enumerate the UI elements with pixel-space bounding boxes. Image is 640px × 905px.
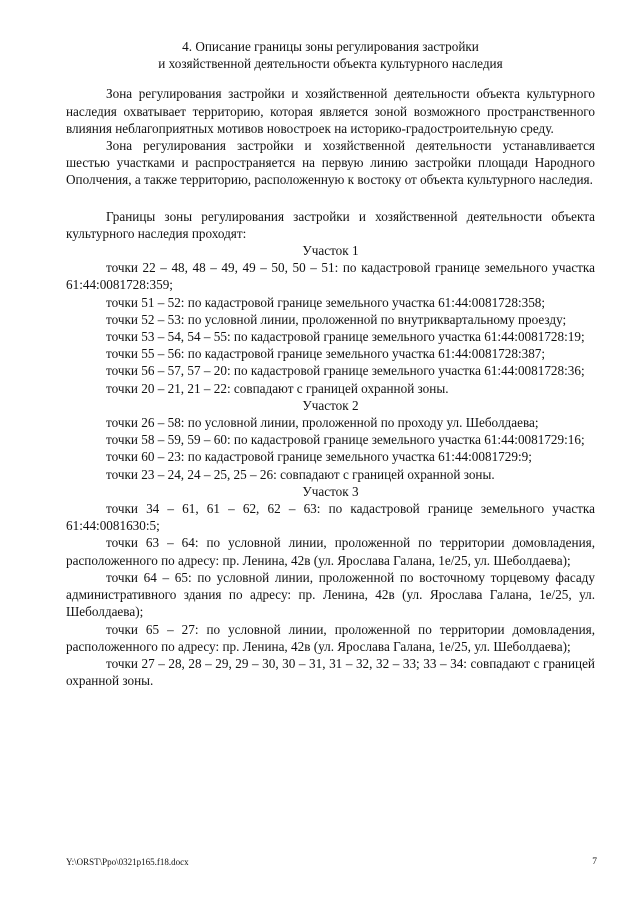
list-item: точки 20 – 21, 21 – 22: совпадают с границей охранной зоны. [106,380,449,396]
list-item: точки 26 – 58: по условной линии, проложенной по проходу ул. Шеболдаева; [106,415,539,431]
section-heading-line-2: и хозяйственной деятельности объекта культурного наследия [158,56,503,72]
list-item: точки 55 – 56: по кадастровой границе земельного участка 61:44:0081728:387; [106,346,546,362]
list-item: точки 22 – 48, 48 – 49, 49 – 50, 50 – 51: по кадастровой границе земельного участка 61:44:0081728:359; [66,260,595,293]
document-body [66,38,595,689]
footer-file-path: Y:\ORST\Ppo\0321p165.f18.docx [66,857,189,867]
list-item: точки 64 – 65: по условной линии, проложенной по восточному торцевому фасаду административного здания по адресу: пр. Ленина, 42в (ул. Ярослава Галана, 1е/25, ул. Шеболдаева); [66,569,595,620]
list-item: точки 65 – 27: по условной линии, проложенной по территории домовладения, расположенного по адресу: пр. Ленина, 42в (ул. Ярослава Галана, 1е/25, ул. Шеболдаева); [66,621,595,654]
list-item: точки 53 – 54, 54 – 55: по кадастровой границе земельного участка 61:44:0081728:19; [106,329,585,345]
list-item: точки 52 – 53: по условной линии, проложенной по внутриквартальному проезду; [106,311,567,327]
intro-paragraph-1: Зона регулирования застройки и хозяйственной деятельности объекта культурного наследия охватывает территорию, которая является зоной возможного пространственного влияния неблагоприятных мотивов новостроек на историко-градостроительную среду. [66,86,595,136]
section-title-3: Участок 3 [302,483,359,499]
boundaries-intro: Границы зоны регулирования застройки и хозяйственной деятельности объекта культурного наследия проходят: [66,208,595,241]
list-item: точки 63 – 64: по условной линии, проложенной по территории домовладения, расположенного по адресу: пр. Ленина, 42в (ул. Ярослава Галана, 1е/25, ул. Шеболдаева); [66,535,595,568]
intro-paragraph-2: Зона регулирования застройки и хозяйственной деятельности устанавливается шестью участками и распространяется на первую линию застройки площади Народного Ополчения, а также территорию, расположенную к востоку от объекта культурного наследия. [66,138,595,188]
list-item: точки 60 – 23: по кадастровой границе земельного участка 61:44:0081729:9; [106,449,532,465]
section-title-1: Участок 1 [302,243,359,259]
list-item: точки 23 – 24, 24 – 25, 25 – 26: совпадают с границей охранной зоны. [106,466,495,482]
section-title-2: Участок 2 [302,397,359,413]
list-item: точки 34 – 61, 61 – 62, 62 – 63: по кадастровой границе земельного участка 61:44:0081630:5; [66,501,595,534]
list-item: точки 58 – 59, 59 – 60: по кадастровой границе земельного участка 61:44:0081729:16; [106,432,585,448]
page-number: 7 [592,857,597,867]
list-item: точки 56 – 57, 57 – 20: по кадастровой границе земельного участка 61:44:0081728:36; [106,363,585,379]
list-item: точки 51 – 52: по кадастровой границе земельного участка 61:44:0081728:358; [106,294,546,310]
list-item: точки 27 – 28, 28 – 29, 29 – 30, 30 – 31, 31 – 32, 32 – 33; 33 – 34: совпадают с границей охранной зоны. [66,655,595,689]
section-heading-line-1: 4. Описание границы зоны регулирования застройки [182,39,479,54]
